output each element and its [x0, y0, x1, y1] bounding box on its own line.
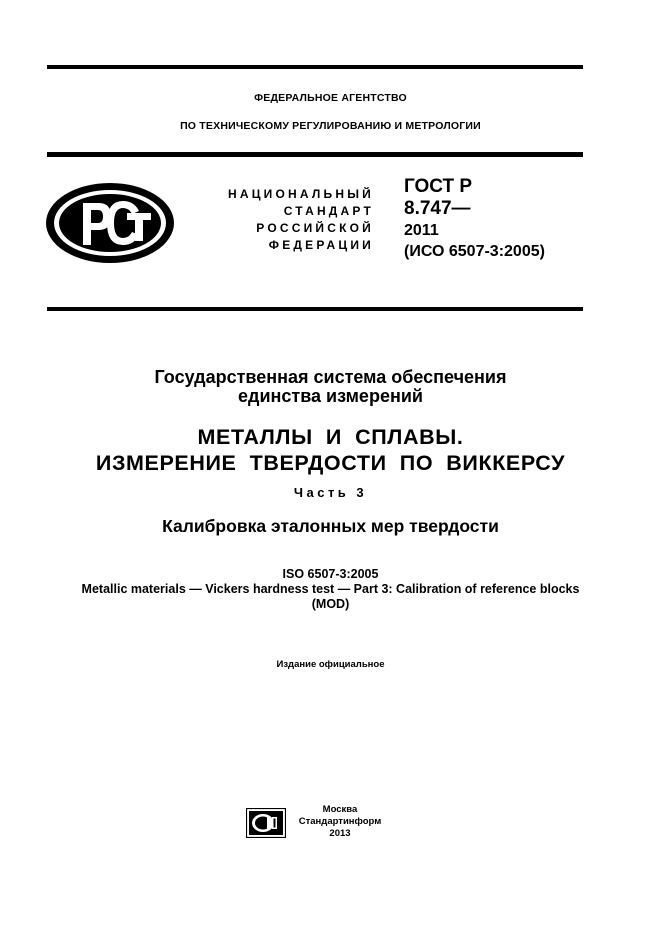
top-rule — [47, 65, 583, 69]
standard-code — [404, 176, 545, 262]
national-standard-line: СТАНДАРТ — [283, 204, 374, 218]
system-title-line-1: Государственная система обеспечения — [154, 367, 507, 387]
national-standard-label — [198, 186, 374, 254]
publisher-city: Москва — [322, 804, 358, 815]
main-title-line-2: ИЗМЕРЕНИЕ ТВЕРДОСТИ ПО ВИККЕРСУ — [95, 451, 566, 475]
national-standard-line: ФЕДЕРАЦИИ — [268, 238, 374, 252]
publisher-year: 2013 — [329, 828, 351, 839]
standard-code-line-2: 8.747— — [404, 198, 471, 219]
iso-mod: (MOD) — [311, 597, 350, 611]
standard-code-line-4: (ИСО 6507-3:2005) — [404, 243, 545, 260]
national-standard-line: НАЦИОНАЛЬНЫЙ — [227, 187, 374, 201]
agency-line-2: ПО ТЕХНИЧЕСКОМУ РЕГУЛИРОВАНИЮ И МЕТРОЛОГИИ — [180, 120, 481, 132]
block-bottom-rule — [47, 307, 583, 311]
header-rule — [47, 152, 583, 157]
part-label: Часть 3 — [293, 485, 368, 500]
standard-code-line-1: ГОСТ Р — [404, 176, 473, 197]
publisher-name: Стандартинформ — [298, 816, 382, 827]
iso-number: ISO 6507-3:2005 — [282, 567, 379, 581]
gost-r-emblem-icon — [43, 181, 177, 270]
national-standard-line: РОССИЙСКОЙ — [256, 221, 374, 235]
agency-line-1: ФЕДЕРАЛЬНОЕ АГЕНТСТВО — [254, 92, 407, 104]
system-title-line-2: единства измерений — [238, 386, 423, 406]
iso-title: Metallic materials — Vickers hardness test — Part 3: Calibration of reference blocks — [81, 582, 580, 596]
publisher-logo-icon — [246, 808, 286, 843]
standard-code-line-3: 2011 — [404, 222, 439, 239]
subtitle: Калибровка эталонных мер твердости — [162, 516, 499, 536]
edition-label: Издание официальное — [276, 659, 385, 670]
publisher-block — [296, 804, 384, 840]
main-title-line-1: МЕТАЛЛЫ И СПЛАВЫ. — [197, 425, 464, 449]
